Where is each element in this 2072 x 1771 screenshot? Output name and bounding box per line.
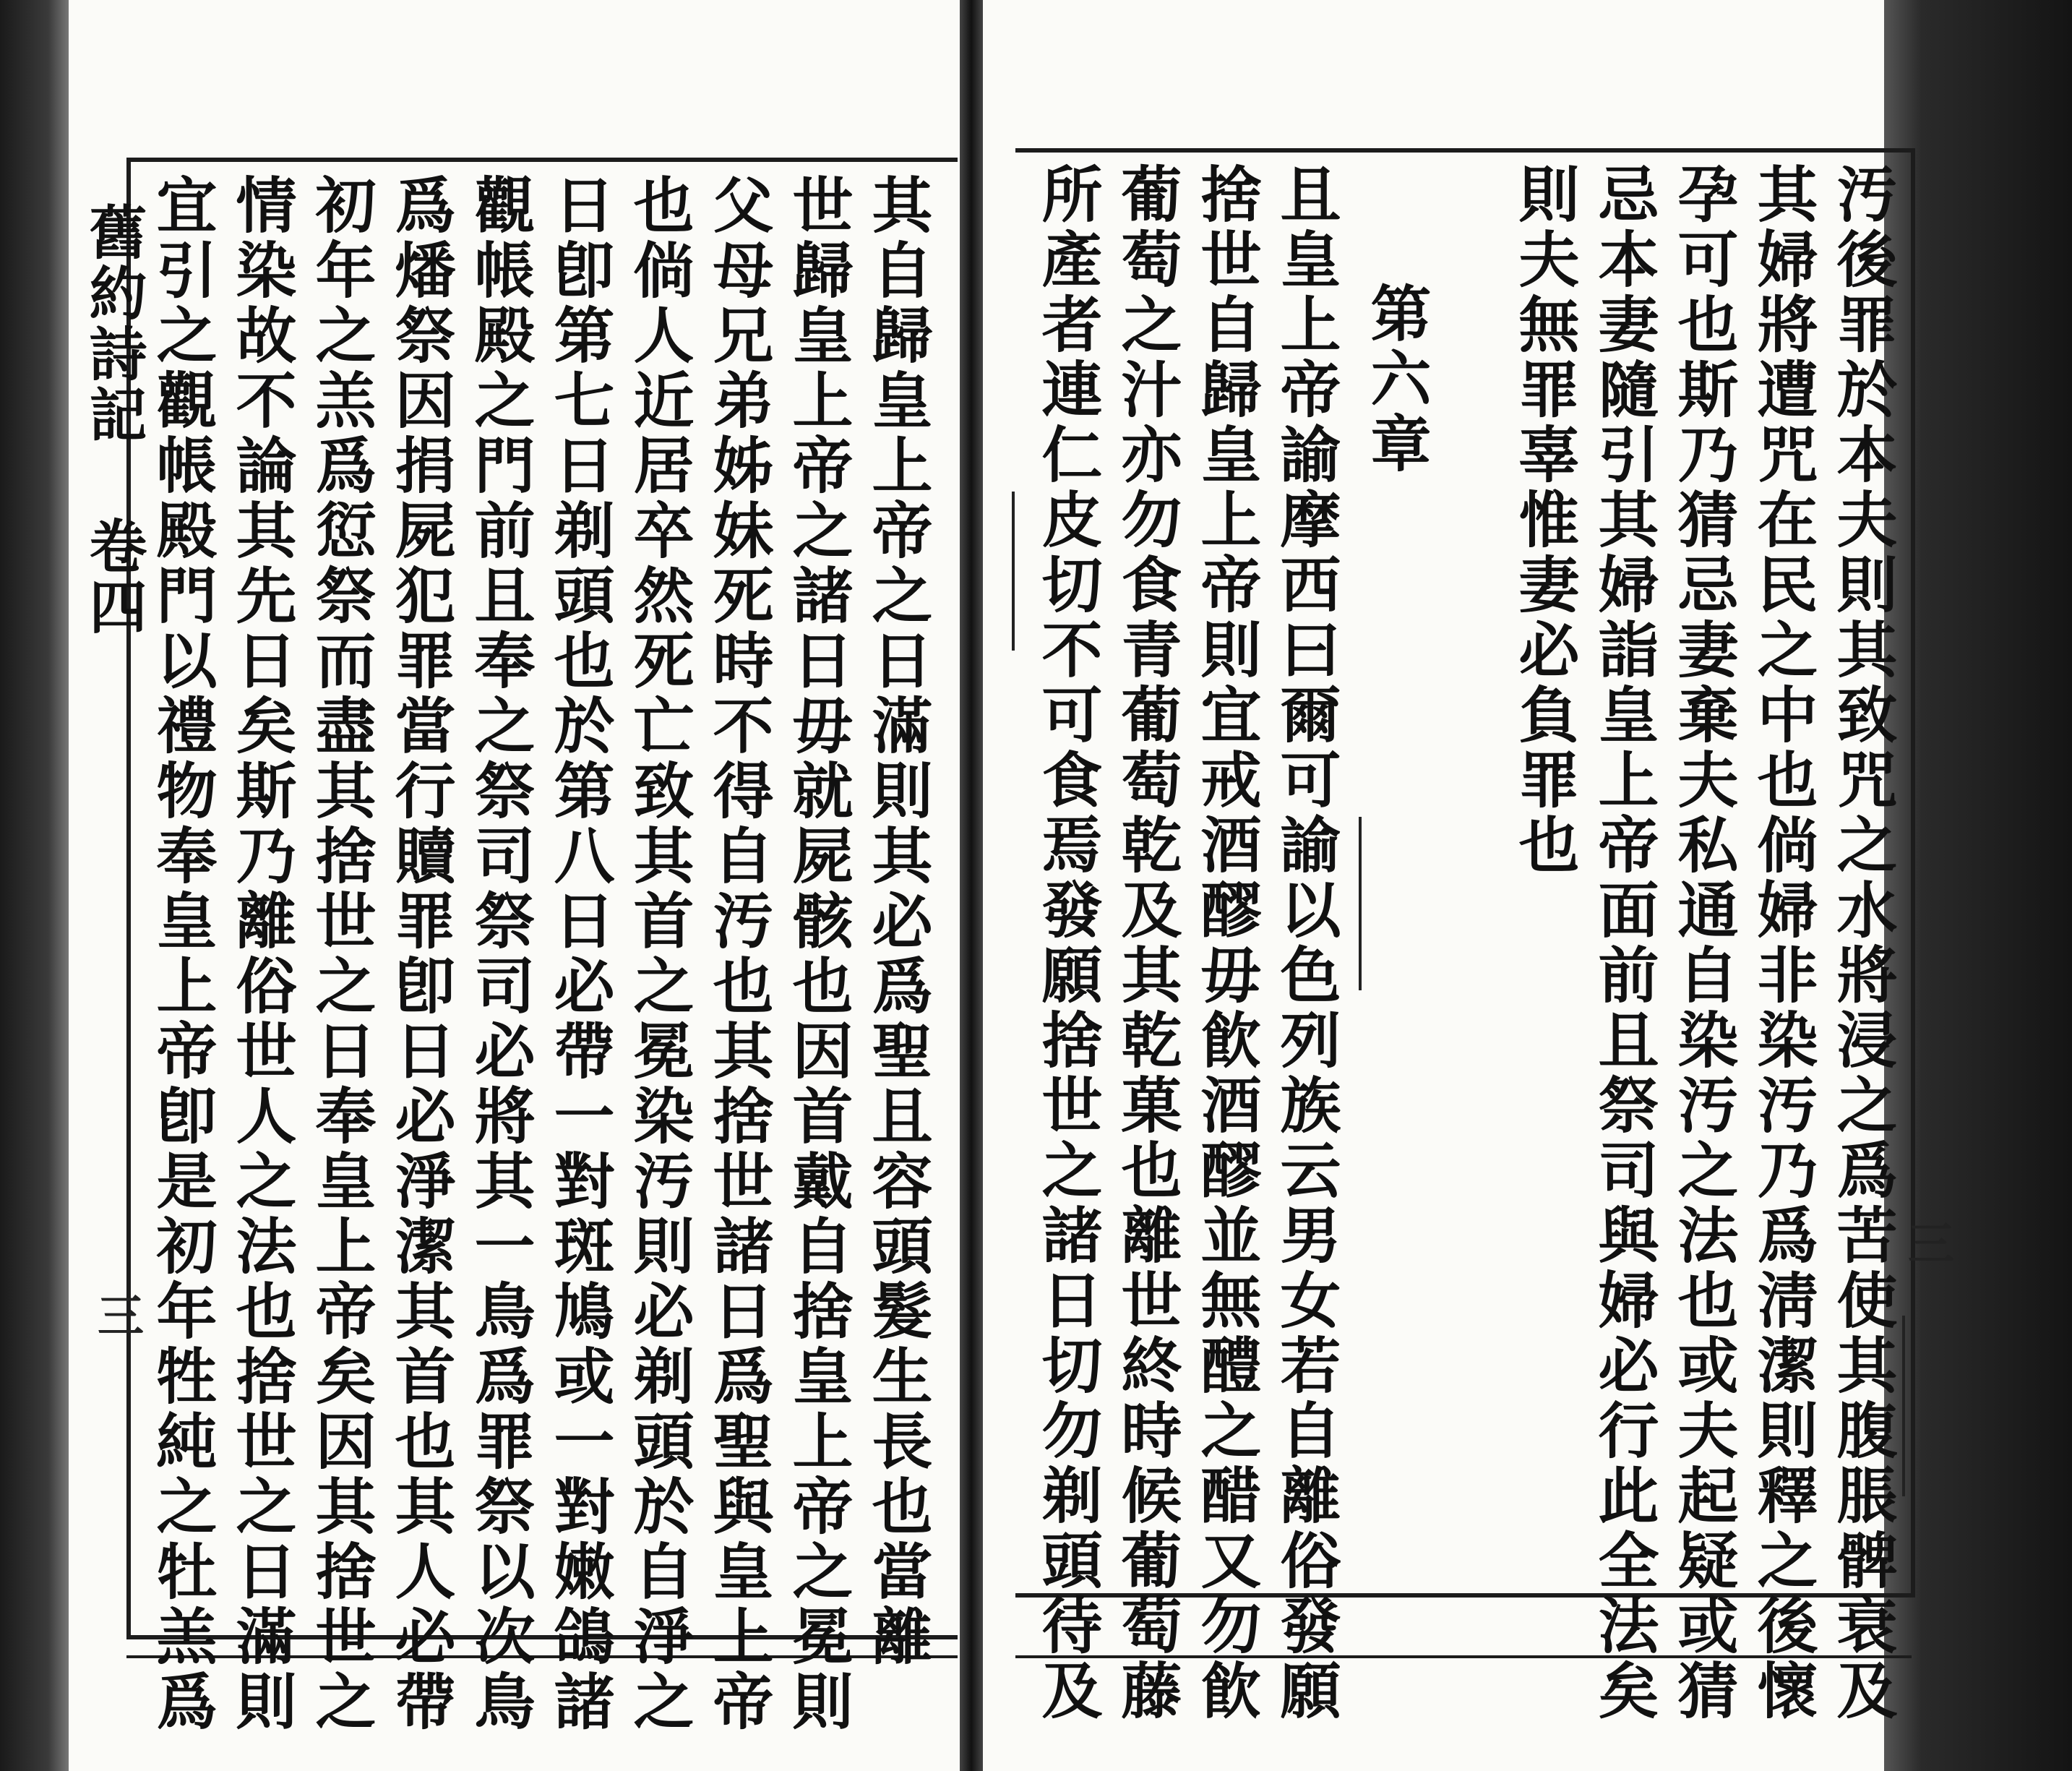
left-margin-title: 舊約詩記 卷四	[79, 202, 147, 638]
right-col-3: 孕可也斯乃猜忌妻棄夫私通自染汚之法也或夫起疑或猜	[1668, 163, 1740, 1724]
left-col-2: 世歸皇上帝之諸日毋就屍骸也因首戴自捨皇上帝之冕則	[783, 173, 854, 1735]
book-gutter	[960, 0, 983, 1771]
name-mark	[1902, 1316, 1905, 1496]
right-col-9: 葡萄之汁亦勿食青葡萄乾及其乾菓也離世終時候葡萄藤	[1112, 163, 1183, 1724]
right-col-10: 所產者連仁皮切不可食焉發願捨世之諸日切勿剃頭待及	[1032, 163, 1104, 1724]
left-col-1: 其自歸皇上帝之日滿則其必爲聖且容頭髮生長也當離	[862, 173, 934, 1670]
right-page-number: 三	[1908, 1217, 1954, 1272]
right-col-2: 其婦將遭咒在民之中也倘婦非染汚乃爲淸潔則釋之後懷	[1748, 163, 1819, 1724]
right-col-4: 忌本妻隨引其婦詣皇上帝面前且祭司與婦必行此全法矣	[1589, 163, 1660, 1724]
left-col-4: 也倘人近居卒然死亡致其首之冕染汚則必剃頭於自淨之	[624, 173, 695, 1735]
left-col-8: 初年之羔爲愆祭而盡其捨世之日奉皇上帝矣因其捨世之	[306, 173, 377, 1735]
left-book-edge	[0, 0, 69, 1771]
chapter-heading: 第六章	[1361, 282, 1432, 477]
name-mark	[1359, 817, 1362, 990]
left-col-3: 父母兄弟姊妹死時不得自汚也其捨世諸日爲聖與皇上帝	[703, 173, 775, 1735]
right-col-1: 汚後罪於本夫則其致咒之水將浸之爲苦使其腹脹髀衰及	[1827, 163, 1899, 1724]
right-col-7: 且皇上帝諭摩西曰爾可諭以色列族云男女若自離俗發願	[1271, 163, 1342, 1724]
name-mark	[1012, 492, 1015, 651]
left-page-number: 三	[98, 1290, 144, 1344]
left-col-7: 爲燔祭因捐屍犯罪當行贖罪卽日必淨潔其首也其人必帶	[385, 173, 457, 1735]
left-col-5: 日卽第七日剃頭也於第八日必帶一對斑鳩或一對嫩鴿諸	[544, 173, 616, 1735]
right-col-5: 則夫無罪辜惟妻必負罪也	[1509, 163, 1581, 878]
right-col-8: 捨世自歸皇上帝則宜戒酒醪毋飮酒醪並無醴之醋又勿飮	[1191, 163, 1263, 1724]
left-col-6: 觀帳殿之門前且奉之祭司祭司必將其一鳥爲罪祭以次鳥	[465, 173, 536, 1735]
left-col-9: 情染故不論其先日矣斯乃離俗世人之法也捨世之日滿則	[226, 173, 298, 1735]
left-col-10: 宜引之觀帳殿門以禮物奉皇上帝卽是初年牲純之牡羔爲	[147, 173, 218, 1735]
